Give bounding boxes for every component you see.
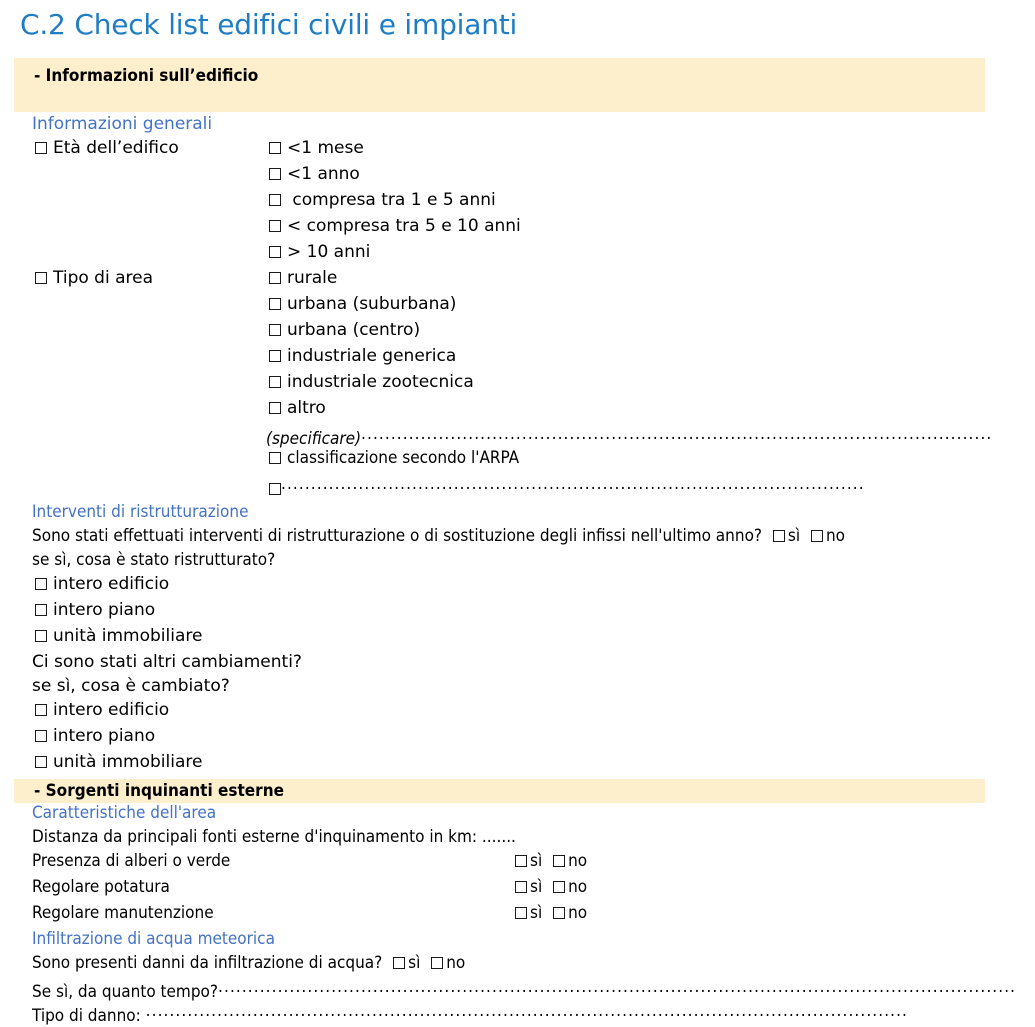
checkbox-icon[interactable]	[35, 704, 47, 716]
option-label: <1 mese	[287, 138, 364, 158]
area-row-label	[32, 851, 230, 871]
checkbox-icon[interactable]	[269, 376, 281, 388]
checkbox-icon[interactable]	[269, 452, 281, 464]
option-row[interactable]	[269, 448, 519, 468]
option-row[interactable]	[35, 574, 169, 594]
option-label: altro	[287, 398, 326, 418]
option-label: <1 anno	[287, 164, 360, 184]
option-label: urbana (suburbana)	[287, 294, 457, 314]
checkbox-icon[interactable]	[269, 483, 281, 495]
checkbox-icon[interactable]	[35, 578, 47, 590]
checkbox-icon[interactable]	[35, 730, 47, 742]
row-label: Regolare manutenzione	[32, 903, 214, 923]
option-label: intero edificio	[53, 700, 170, 720]
option-row[interactable]	[269, 346, 456, 366]
checkbox-icon[interactable]	[269, 194, 281, 206]
yes-no-group[interactable]	[515, 851, 587, 871]
infiltration-damage-line[interactable]	[32, 1001, 1008, 1026]
checkbox-icon[interactable]	[35, 272, 47, 284]
renovation-question-2	[32, 652, 302, 672]
infiltration-duration-line[interactable]	[32, 977, 1028, 1002]
dotted-fill[interactable]: ................................................................................................................................	[145, 1001, 909, 1021]
checkbox-icon[interactable]	[35, 604, 47, 616]
option-label: rurale	[287, 268, 338, 288]
option-label: classificazione secondo l'ARPA	[287, 448, 520, 468]
checkbox-icon[interactable]	[269, 324, 281, 336]
dotted-fill[interactable]: ..................................................................................................	[281, 474, 865, 494]
option-label: compresa tra 1 e 5 anni	[287, 190, 496, 210]
distance-line[interactable]	[32, 827, 516, 847]
checkbox-label: Tipo di area	[53, 268, 154, 288]
option-label: > 10 anni	[287, 242, 371, 262]
checkbox-icon-yes[interactable]	[515, 855, 527, 867]
checkbox-icon-no[interactable]	[811, 530, 823, 542]
checkbox-icon-yes[interactable]	[515, 907, 527, 919]
checkbox-icon-no[interactable]	[553, 907, 565, 919]
option-row[interactable]	[35, 752, 202, 772]
section-band-label: - Informazioni sull’edificio	[34, 66, 259, 86]
renovation-followup-1	[32, 550, 275, 570]
no-label: no	[446, 953, 466, 973]
checkbox-icon[interactable]	[35, 630, 47, 642]
yes-label: sì	[530, 851, 543, 871]
checkbox-icon[interactable]	[269, 350, 281, 362]
option-row[interactable]	[35, 700, 169, 720]
page-title: C.2 Check list edifici civili e impianti	[20, 8, 518, 41]
renovation-followup-2	[32, 676, 230, 696]
option-label: intero piano	[53, 600, 156, 620]
option-label: unità immobiliare	[53, 752, 203, 772]
checkbox-icon-no[interactable]	[553, 855, 565, 867]
option-row[interactable]	[269, 398, 326, 418]
blank-option-row[interactable]	[269, 474, 881, 499]
dotted-fill[interactable]: ......................................................................................................................................	[218, 977, 1017, 997]
option-row[interactable]	[35, 726, 155, 746]
followup-text: se sì, cosa è stato ristrutturato?	[32, 550, 276, 570]
subheading-infiltrazione-di-acqua-meteorica: Infiltrazione di acqua meteorica	[32, 929, 275, 949]
checkbox-icon-yes[interactable]	[393, 957, 405, 969]
checkbox-icon-no[interactable]	[553, 881, 565, 893]
distance-label: Distanza da principali fonti esterne d'inquinamento in km: .......	[32, 827, 516, 847]
checkbox-icon-no[interactable]	[431, 957, 443, 969]
option-label: < compresa tra 5 e 10 anni	[287, 216, 521, 236]
checkbox-row-eta-delledifico[interactable]	[35, 138, 179, 158]
dotted-fill[interactable]: ..........................................................................................................	[361, 424, 993, 444]
subheading-informazioni-generali: Informazioni generali	[32, 114, 213, 134]
yes-label: sì	[787, 526, 801, 546]
no-label: no	[825, 526, 846, 546]
checkbox-icon[interactable]	[269, 220, 281, 232]
checkbox-icon[interactable]	[269, 272, 281, 284]
area-row-label	[32, 903, 214, 923]
option-row[interactable]	[269, 190, 496, 210]
section-band-sorgenti-inquinanti-esterne	[14, 779, 985, 803]
option-row[interactable]	[269, 216, 521, 236]
specify-label: (specificare)	[266, 429, 362, 449]
checkbox-icon[interactable]	[269, 298, 281, 310]
yes-no-group[interactable]	[515, 903, 587, 923]
checkbox-icon[interactable]	[269, 402, 281, 414]
yes-label: sì	[408, 953, 421, 973]
option-label: urbana (centro)	[287, 320, 421, 340]
checkbox-icon[interactable]	[269, 168, 281, 180]
option-label: unità immobiliare	[53, 626, 203, 646]
question-text: Sono presenti danni da infiltrazione di acqua?	[32, 953, 383, 973]
checkbox-icon[interactable]	[35, 756, 47, 768]
line-label: Tipo di danno:	[32, 1006, 146, 1026]
option-row[interactable]	[35, 600, 155, 620]
option-row[interactable]	[269, 164, 360, 184]
option-label: intero piano	[53, 726, 156, 746]
no-label: no	[568, 851, 588, 871]
option-row[interactable]	[269, 320, 420, 340]
option-label: industriale zootecnica	[287, 372, 474, 392]
option-label: industriale generica	[287, 346, 457, 366]
line-label: Se sì, da quanto tempo?	[32, 982, 219, 1002]
section-band-label: - Sorgenti inquinanti esterne	[34, 781, 284, 801]
option-row[interactable]	[269, 138, 364, 158]
checkbox-icon[interactable]	[269, 142, 281, 154]
option-row[interactable]	[269, 294, 456, 314]
specify-line[interactable]	[266, 424, 1035, 449]
no-label: no	[568, 877, 588, 897]
option-row[interactable]	[35, 626, 202, 646]
no-label: no	[568, 903, 588, 923]
area-row-label	[32, 877, 170, 897]
yes-no-group[interactable]	[515, 877, 587, 897]
followup-text: se sì, cosa è cambiato?	[32, 676, 230, 696]
option-row[interactable]	[269, 242, 370, 262]
checkbox-icon[interactable]	[269, 246, 281, 258]
yes-label: sì	[530, 903, 543, 923]
subheading-caratteristiche-dellarea: Caratteristiche dell'area	[32, 803, 217, 823]
question-text: Ci sono stati altri cambiamenti?	[32, 652, 302, 672]
yes-label: sì	[530, 877, 543, 897]
infiltration-question	[32, 953, 465, 973]
option-label: intero edificio	[53, 574, 170, 594]
row-label: Regolare potatura	[32, 877, 170, 897]
section-band-informazioni-sull-edificio	[14, 58, 985, 112]
question-text: Sono stati effettuati interventi di ristrutturazione o di sostituzione degli infissi nell'ultimo anno?	[32, 526, 763, 546]
checkbox-label: Età dell’edifico	[53, 138, 179, 158]
checkbox-icon-yes[interactable]	[773, 530, 785, 542]
option-row[interactable]	[269, 268, 337, 288]
checkbox-icon[interactable]	[35, 142, 47, 154]
option-row[interactable]	[269, 372, 474, 392]
row-label: Presenza di alberi o verde	[32, 851, 231, 871]
renovation-question-1	[32, 526, 845, 546]
checkbox-icon-yes[interactable]	[515, 881, 527, 893]
subheading-interventi-di-ristrutturazione: Interventi di ristrutturazione	[32, 502, 249, 522]
checkbox-row-tipo-di-area[interactable]	[35, 268, 153, 288]
